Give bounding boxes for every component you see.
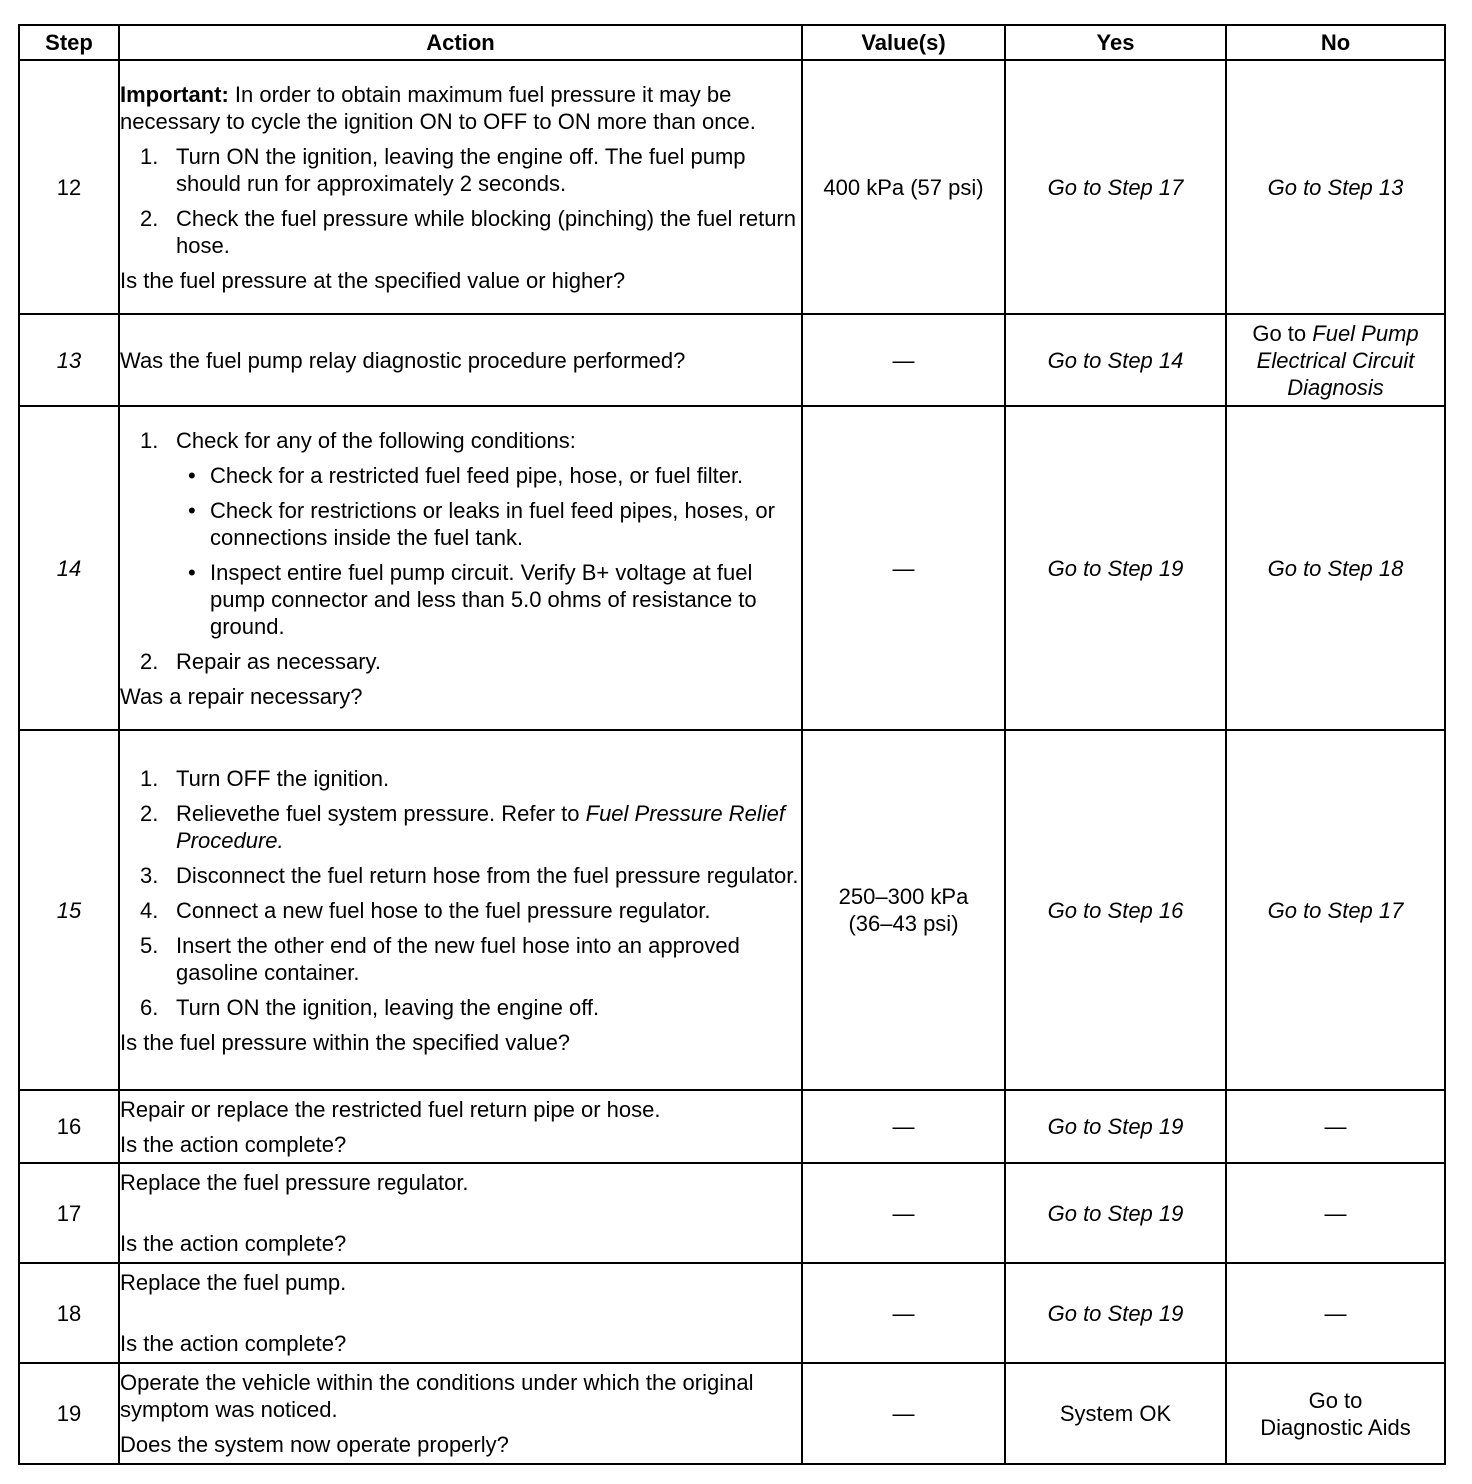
value-cell: — [802, 1163, 1005, 1263]
list-item: 2. Repair as necessary. [140, 648, 382, 674]
no-link[interactable]: Go to Step 13 [1226, 60, 1445, 314]
value-cell: — [802, 314, 1005, 406]
list-item-text: Check the fuel pressure while blocking (pinching) the fuel return hose. [176, 205, 796, 258]
no-link[interactable]: Go to Step 17 [1226, 730, 1445, 1090]
fuel-pressure-relief-link[interactable]: Fuel Pressure Relief Procedure. [176, 800, 785, 853]
bullet-item: • Check for restrictions or leaks in fuel feed pipes, hoses, or connections inside the fuel tank. [176, 497, 801, 551]
action-cell [119, 1090, 802, 1163]
list-item: 2. Check the fuel pressure while blocking (pinching) the fuel return hose. [140, 205, 796, 258]
action-cell [119, 1363, 802, 1464]
action-cell [119, 60, 802, 314]
list-item-text: Insert the other end of the new fuel hose into an approved gasoline container. [176, 932, 740, 985]
table-row [19, 314, 1445, 406]
list-item: 1. Turn OFF the ignition. [140, 765, 390, 791]
table-row [19, 1363, 1445, 1464]
list-item: 4. Connect a new fuel hose to the fuel pressure regulator. [140, 897, 711, 923]
bullet-item: • Check for a restricted fuel feed pipe, hose, or fuel filter. [176, 462, 801, 489]
table-row [19, 60, 1445, 314]
important-note [120, 81, 801, 135]
action-text: Replace the fuel pump. [120, 1270, 347, 1295]
yes-link[interactable]: Go to Step 19 [1005, 1090, 1226, 1163]
list-item-text: Turn ON the ignition, leaving the engine off. [176, 994, 600, 1020]
yes-result: System OK [1005, 1363, 1226, 1464]
value-cell [802, 730, 1005, 1090]
action-text: Repair or replace the restricted fuel return pipe or hose. [120, 1096, 661, 1122]
question-text: Does the system now operate properly? [120, 1432, 509, 1457]
question-text: Is the action complete? [120, 1131, 347, 1157]
header-row [19, 25, 1445, 60]
condition-list [176, 462, 801, 640]
no-value: — [1226, 1090, 1445, 1163]
value-line-1: 250–300 kPa [838, 884, 969, 909]
step-number: 14 [19, 406, 119, 730]
list-item-text: Connect a new fuel hose to the fuel pressure regulator. [176, 897, 711, 923]
question-text: Is the fuel pressure at the specified value or higher? [120, 267, 626, 293]
list-item: 6. Turn ON the ignition, leaving the engine off. [140, 994, 600, 1020]
action-cell [119, 730, 802, 1090]
diagnostic-aids-link[interactable]: Diagnostic Aids [1260, 1414, 1411, 1440]
header-yes: Yes [1005, 25, 1226, 60]
table-row [19, 1090, 1445, 1163]
table-row [19, 1163, 1445, 1263]
question-text: Is the fuel pressure within the specified value? [120, 1029, 571, 1055]
yes-link[interactable]: Go to Step 16 [1005, 730, 1226, 1090]
yes-link[interactable]: Go to Step 19 [1005, 406, 1226, 730]
step-number: 18 [19, 1263, 119, 1363]
list-item: 1. Turn ON the ignition, leaving the engine off. The fuel pump should run for approximately 2 seconds. [140, 143, 746, 196]
action-cell [119, 406, 802, 730]
table-row [19, 406, 1445, 730]
step-number: 16 [19, 1090, 119, 1163]
no-link[interactable] [1226, 314, 1445, 406]
question-text: Was a repair necessary? [120, 683, 363, 709]
table-row [19, 1263, 1445, 1363]
action-cell [119, 1263, 802, 1363]
no-value: — [1226, 1163, 1445, 1263]
no-line-1: Go to [1308, 1387, 1363, 1413]
list-item: 2. Relievethe fuel system pressure. Refer to Fuel Pressure Relief Procedure. [140, 800, 785, 853]
procedure-list [120, 143, 801, 259]
yes-link[interactable]: Go to Step 17 [1005, 60, 1226, 314]
value-line-2: (36–43 psi) [848, 911, 959, 936]
header-action: Action [119, 25, 802, 60]
fuel-pump-circuit-diagnosis-link[interactable]: Fuel Pump Electrical Circuit Diagnosis [1256, 320, 1419, 400]
value-cell: — [802, 1363, 1005, 1464]
yes-link[interactable]: Go to Step 19 [1005, 1163, 1226, 1263]
table-row [19, 730, 1445, 1090]
list-item: 3. Disconnect the fuel return hose from the fuel pressure regulator. [140, 862, 799, 888]
value-cell: 400 kPa (57 psi) [802, 60, 1005, 314]
value-cell: — [802, 1090, 1005, 1163]
step-number: 19 [19, 1363, 119, 1464]
yes-link[interactable]: Go to Step 14 [1005, 314, 1226, 406]
action-text: Operate the vehicle within the conditions under which the original symptom was noticed. [120, 1370, 754, 1422]
no-value: — [1226, 1263, 1445, 1363]
action-cell [119, 314, 802, 406]
step-number: 15 [19, 730, 119, 1090]
value-cell: — [802, 406, 1005, 730]
list-item-text: Repair as necessary. [176, 648, 382, 674]
important-label: Important: [120, 81, 229, 107]
no-prefix: Go to [1252, 320, 1313, 346]
list-item-text: Disconnect the fuel return hose from the fuel pressure regulator. [176, 862, 799, 888]
list-item-text: Turn ON the ignition, leaving the engine off. The fuel pump should run for approximately 2 seconds. [176, 143, 746, 196]
no-link[interactable]: Go to Step 18 [1226, 406, 1445, 730]
list-item: 5. Insert the other end of the new fuel hose into an approved gasoline container. [140, 932, 740, 985]
procedure-list [120, 427, 801, 675]
list-item-text: Turn OFF the ignition. [176, 765, 390, 791]
question-text: Is the action complete? [120, 1331, 347, 1356]
question-text: Was the fuel pump relay diagnostic procedure performed? [120, 347, 686, 373]
action-cell [119, 1163, 802, 1263]
value-cell: — [802, 1263, 1005, 1363]
no-link[interactable] [1226, 1363, 1445, 1464]
procedure-list [120, 765, 801, 1021]
step-number: 13 [19, 314, 119, 406]
header-no: No [1226, 25, 1445, 60]
step-number: 12 [19, 60, 119, 314]
bullet-item: • Inspect entire fuel pump circuit. Verify B+ voltage at fuel pump connector and less than 5.0 ohms of resistance to ground. [176, 559, 801, 640]
question-text: Is the action complete? [120, 1231, 347, 1256]
header-step: Step [19, 25, 119, 60]
list-item: 1. Check for any of the following conditions: • Check for a restricted fuel feed pipe, hose, or fuel filter. • Check for restrictions or leaks in fuel feed pipes, hoses, or connections inside the fuel tank. • Inspect entire fuel pump circuit. Verify B+ voltage at fuel pump connector and less than 5.0 ohms of resistance to ground. [120, 427, 801, 640]
step-number: 17 [19, 1163, 119, 1263]
list-item-text: Check for any of the following conditions: [176, 427, 576, 453]
header-values: Value(s) [802, 25, 1005, 60]
list-item-text: Relievethe fuel system pressure. Refer to [176, 800, 586, 826]
action-text: Replace the fuel pressure regulator. [120, 1170, 469, 1195]
important-text: In order to obtain maximum fuel pressure it may be necessary to cycle the ignition ON to OFF to ON more than once. [120, 81, 756, 134]
yes-link[interactable]: Go to Step 19 [1005, 1263, 1226, 1363]
diagnostic-table [18, 24, 1446, 1465]
